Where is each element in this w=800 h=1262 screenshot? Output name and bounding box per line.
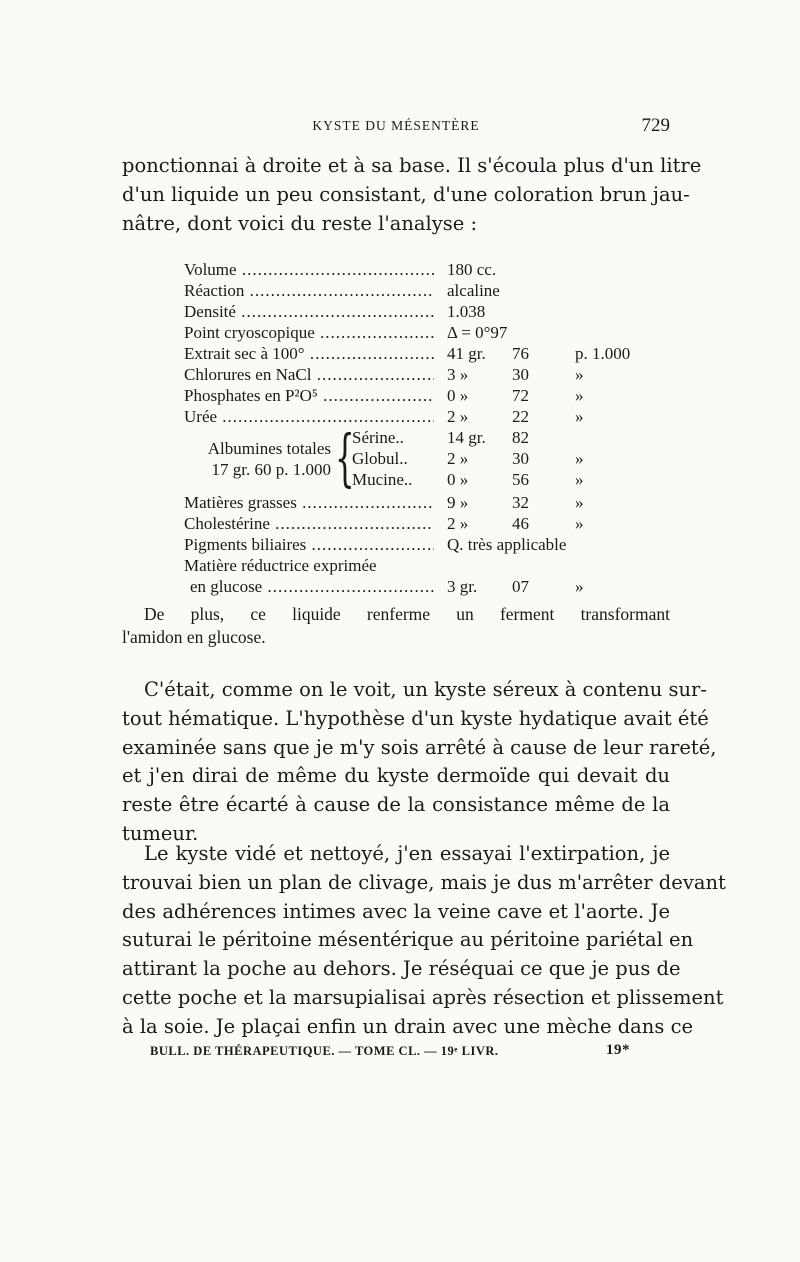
row-unit: » — [575, 577, 584, 596]
analysis-row — [0, 343, 800, 364]
text-line: De plus, ce liquide renferme un ferment transformant — [144, 604, 670, 624]
signature-mark: 19* — [606, 1042, 630, 1058]
row-value-decimal: 72 — [512, 386, 529, 405]
analysis-row — [0, 576, 800, 597]
text-line: Le kyste vidé et nettoyé, j'en essayai l'extirpation, je — [144, 842, 670, 865]
text-line: nâtre, dont voici du reste l'analyse : — [122, 211, 478, 235]
row-value-decimal: 56 — [512, 470, 529, 489]
text-line: C'était, comme on le voit, un kyste séreux à contenu sur- — [144, 678, 707, 701]
row-label: Réaction ..... — [184, 280, 434, 301]
sub-label: Globul.. — [352, 449, 408, 468]
text-line: tumeur. — [122, 821, 199, 845]
paragraph — [122, 676, 717, 849]
running-title: KYSTE DU MÉSENTÈRE — [312, 118, 480, 133]
albumines-total: 17 gr. 60 p. 1.000 — [211, 460, 331, 479]
row-unit: » — [575, 493, 584, 512]
analysis-row — [0, 555, 800, 576]
curly-brace-icon: { — [335, 421, 355, 494]
row-value: 0 » — [447, 386, 469, 405]
row-value-decimal: 82 — [512, 428, 529, 447]
row-unit: p. 1.000 — [575, 344, 631, 363]
row-unit: » — [575, 514, 584, 533]
row-unit: » — [575, 407, 584, 426]
row-value: 2 » — [447, 514, 469, 533]
analysis-row — [0, 364, 800, 385]
row-unit: » — [575, 470, 584, 489]
row-value: 9 » — [447, 493, 469, 512]
row-value: 1.038 — [447, 302, 486, 321]
row-label: Pigments biliaires ..... — [184, 534, 434, 555]
row-label: Volume ..... — [184, 259, 434, 280]
row-label: Matière réductrice exprimée — [184, 556, 377, 575]
text-line: reste être écarté à cause de la consistance même de la — [122, 793, 670, 817]
text-line: attirant la poche au dehors. Je réséquai ce que je pus de — [122, 957, 681, 981]
row-value: 3 gr. — [447, 577, 478, 596]
row-unit: » — [575, 386, 584, 405]
row-label: Point cryoscopique ..... — [184, 322, 434, 343]
footer-text: BULL. DE THÉRAPEUTIQUE. — TOME CL. — 19ᵉ LIVR. — [150, 1044, 499, 1058]
ferment-note — [122, 603, 670, 649]
row-value-decimal: 46 — [512, 514, 529, 533]
row-unit: » — [575, 365, 584, 384]
row-unit: » — [575, 449, 584, 468]
albumines-group — [0, 421, 800, 494]
analysis-row — [0, 385, 800, 406]
row-label: Densité ..... — [184, 301, 434, 322]
text-line: tout hématique. L'hypothèse d'un kyste hydatique avait été — [122, 706, 709, 730]
row-value-decimal: 07 — [512, 577, 529, 596]
text-line: à la soie. Je plaçai enfin un drain avec une mèche dans ce — [122, 1014, 694, 1038]
row-value: alcaline — [447, 281, 500, 300]
text-line: cette poche et la marsupialisai après résection et plissement — [122, 985, 724, 1009]
sub-label: Sérine.. — [352, 428, 404, 447]
row-value: 14 gr. — [447, 428, 486, 447]
row-value-decimal: 76 — [512, 344, 529, 363]
sub-label: Mucine.. — [352, 470, 413, 489]
row-value: 41 gr. — [447, 344, 486, 363]
analysis-row — [0, 322, 800, 343]
analysis-row — [0, 492, 800, 513]
row-value-decimal: 30 — [512, 449, 529, 468]
page-number: 729 — [641, 115, 670, 136]
row-label: Chlorures en NaCl ..... — [184, 364, 434, 385]
paragraph — [122, 840, 726, 1042]
text-line: ponctionnai à droite et à sa base. Il s'écoula plus d'un litre — [122, 154, 702, 177]
row-label: Urée ..... — [184, 406, 434, 427]
text-line: d'un liquide un peu consistant, d'une coloration brun jau- — [122, 182, 690, 206]
analysis-row — [0, 406, 800, 427]
page-footer — [150, 1044, 650, 1064]
intro-paragraph — [122, 152, 702, 238]
text-line: et j'en dirai de même du kyste dermoïde qui devait du — [122, 764, 670, 788]
analysis-row — [0, 534, 800, 555]
text-line: l'amidon en glucose. — [122, 627, 266, 647]
row-value: 2 » — [447, 449, 469, 468]
analysis-row — [0, 513, 800, 534]
text-line: des adhérences intimes avec la veine cave et l'aorte. Je — [122, 899, 670, 923]
analysis-row — [0, 301, 800, 322]
albumines-label: Albumines totales — [207, 439, 331, 458]
row-value: 3 » — [447, 365, 469, 384]
row-value: Q. très applicable — [447, 535, 567, 554]
row-value: 2 » — [447, 407, 469, 426]
row-value-decimal: 22 — [512, 407, 529, 426]
row-label: en glucose ..... — [190, 576, 434, 597]
row-label: Extrait sec à 100° ..... — [184, 343, 434, 364]
row-label: Phosphates en P²O⁵ ..... — [184, 385, 434, 406]
text-line: trouvai bien un plan de clivage, mais je dus m'arrêter devant — [122, 870, 726, 894]
row-value-decimal: 30 — [512, 365, 529, 384]
analysis-row — [0, 259, 800, 280]
text-line: suturai le péritoine mésentérique au péritoine pariétal en — [122, 928, 694, 952]
row-value-decimal: 32 — [512, 493, 529, 512]
text-line: examinée sans que je m'y sois arrêté à cause de leur rareté, — [122, 735, 717, 759]
running-head — [122, 115, 670, 142]
analysis-row — [0, 280, 800, 301]
row-label: Cholestérine ..... — [184, 513, 434, 534]
row-value: 0 » — [447, 470, 469, 489]
row-value: 180 cc. — [447, 260, 497, 279]
row-value: Δ = 0°97 — [447, 323, 508, 342]
row-label: Matières grasses ..... — [184, 492, 434, 513]
